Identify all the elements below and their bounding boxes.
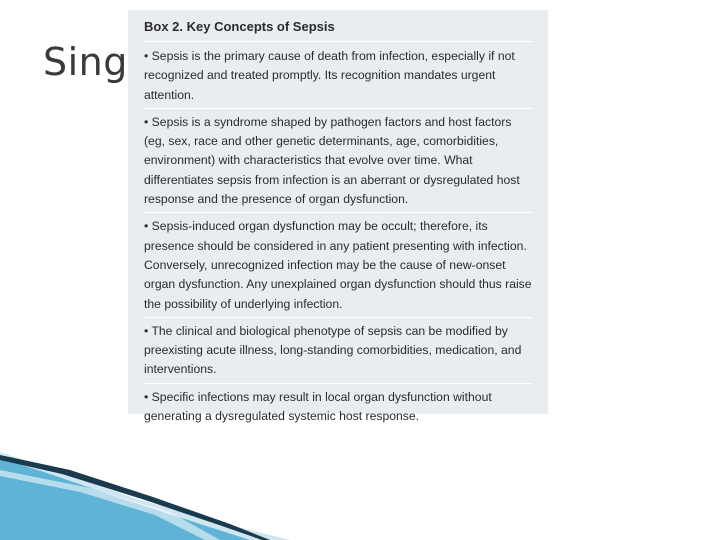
list-item-text: Specific infections may result in local organ dysfunction without generating a dysregulated systemic host response. bbox=[144, 389, 492, 424]
list-item-text: Sepsis is the primary cause of death from infection, especially if not recognized and treated promptly. Its recognition mandates urgent attention. bbox=[144, 49, 515, 102]
list-item bbox=[144, 113, 532, 213]
bullet-icon: • bbox=[144, 323, 149, 338]
list-item bbox=[144, 388, 532, 430]
list-item-text: The clinical and biological phenotype of sepsis can be modified by preexisting acute illness, long-standing comorbidities, medication, and interventions. bbox=[144, 323, 522, 377]
bullet-icon: • bbox=[144, 219, 149, 234]
box-title: Box 2. Key Concepts of Sepsis bbox=[144, 19, 335, 34]
list-item bbox=[144, 47, 532, 109]
title-divider bbox=[144, 41, 532, 42]
list-item-text: Sepsis is a syndrome shaped by pathogen factors and host factors (eg, sex, race and other genetic determinants, age, comorbidities, environment) with characteristics that evolve over time. What differentiates sepsis from infection is an aberrant or dysregulated host response and the presence of organ dysfunction. bbox=[144, 114, 520, 207]
bullet-icon: • bbox=[144, 389, 149, 404]
list-item-text: Sepsis-induced organ dysfunction may be occult; therefore, its presence should be considered in any patient presenting with infection. Conversely, unrecognized infection may be the cause of new-onset organ dysfunction. Any unexplained organ dysfunction should thus raise the possibility of underlying infection. bbox=[144, 219, 532, 311]
bullet-icon: • bbox=[144, 114, 149, 129]
key-concepts-box bbox=[128, 10, 548, 424]
list-item bbox=[144, 217, 532, 317]
bullet-icon: • bbox=[144, 49, 149, 63]
list-item bbox=[144, 322, 532, 384]
concept-list bbox=[144, 47, 532, 429]
slide-title: Sing bbox=[43, 40, 128, 84]
